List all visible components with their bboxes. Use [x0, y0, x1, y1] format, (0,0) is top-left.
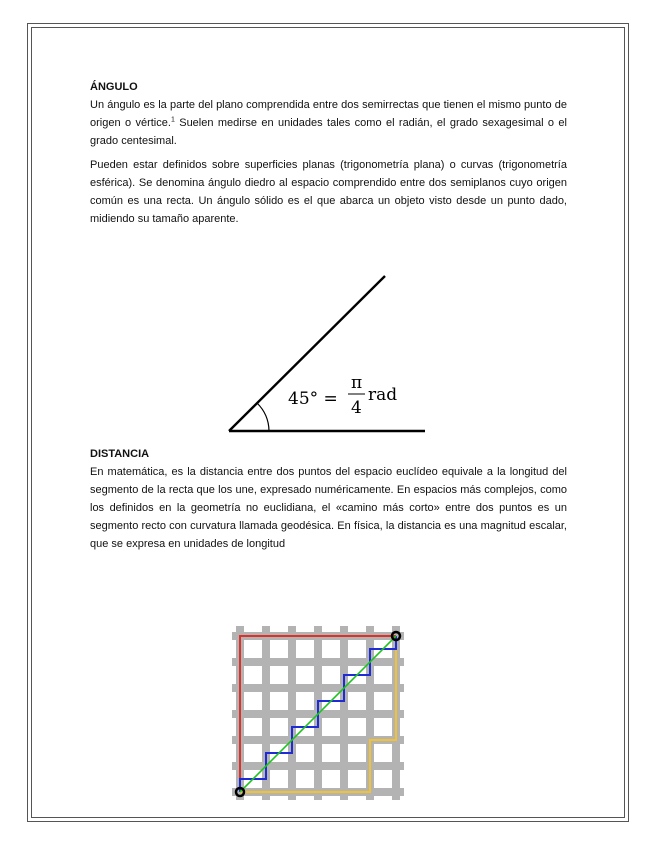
paragraph-text: Suelen medirse en unidades tales como el radián, el grado sexagesimal o el grado centesimal.	[90, 117, 567, 147]
angle-label-denominator: 4	[351, 398, 362, 418]
angle-label-lhs: 45° =	[288, 389, 338, 409]
angle-diagram	[225, 272, 435, 438]
footnote-ref[interactable]: 1	[170, 116, 175, 124]
section-heading: ÁNGULO	[90, 81, 138, 93]
paragraph-text: Un ángulo es la parte del plano comprendida entre dos semirrectas que tienen el mismo punto de origen o vértice.	[90, 99, 567, 129]
section-angulo	[90, 78, 567, 228]
paragraph	[90, 96, 567, 150]
section-distancia	[90, 445, 567, 553]
angle-arc	[257, 403, 269, 431]
taxicab-grid-diagram	[232, 626, 412, 802]
angle-label-unit: rad	[368, 385, 398, 405]
paragraph: Pueden estar definidos sobre superficies planas (trigonometría plana) o curvas (trigonometría esférica). Se denomina ángulo diedro al espacio comprendido entre dos semiplanos cuyo origen común es una recta. Un ángulo sólido es el que abarca un objeto visto desde un punto dado, midiendo su tamaño aparente.	[90, 159, 567, 225]
section-heading: DISTANCIA	[90, 448, 150, 460]
paragraph: En matemática, es la distancia entre dos puntos del espacio euclídeo equivale a la longitud del segmento de la recta que los une, expresado numéricamente. En espacios más complejos, como los definidos en la geometría no euclidiana, el «camino más corto» entre dos puntos es un segmento recto con curvatura llamada geodésica. En física, la distancia es una magnitud escalar, que se expresa en unidades de longitud	[90, 466, 567, 550]
angle-label-numerator: π	[351, 373, 363, 393]
